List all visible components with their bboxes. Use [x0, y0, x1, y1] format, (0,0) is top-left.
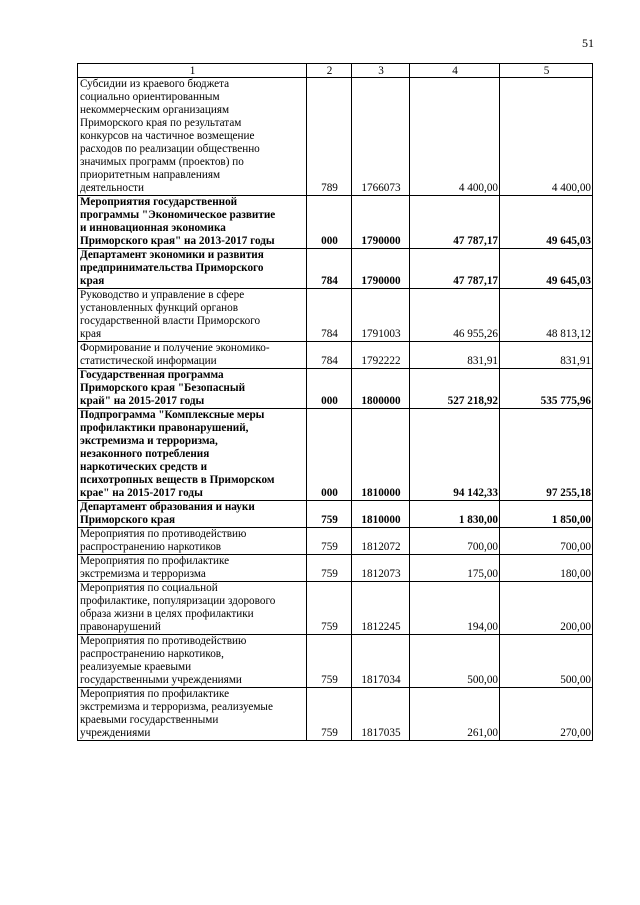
code-cell: 759	[307, 528, 352, 555]
table-row	[78, 78, 593, 196]
description-cell: Мероприятия по профилактике экстремизма и терроризма	[78, 555, 307, 582]
amount-2016-cell: 700,00	[410, 528, 500, 555]
amount-2016-cell: 46 955,26	[410, 289, 500, 342]
amount-2016-cell: 194,00	[410, 582, 500, 635]
description-cell: Департамент образования и науки Приморского края	[78, 501, 307, 528]
amount-2017-cell: 49 645,03	[500, 196, 593, 249]
target-code-cell: 1791003	[352, 289, 410, 342]
table-row	[78, 635, 593, 688]
amount-2017-cell: 700,00	[500, 528, 593, 555]
amount-2016-cell: 500,00	[410, 635, 500, 688]
budget-table	[77, 63, 593, 741]
table-row	[78, 528, 593, 555]
description-cell: Мероприятия государственной программы "Экономическое развитие и инновационная экономика Приморского края" на 2013-2017 годы	[78, 196, 307, 249]
target-code-cell: 1817035	[352, 688, 410, 741]
amount-2017-cell: 270,00	[500, 688, 593, 741]
table-row	[78, 196, 593, 249]
amount-2017-cell: 1 850,00	[500, 501, 593, 528]
amount-2017-cell: 48 813,12	[500, 289, 593, 342]
target-code-cell: 1812073	[352, 555, 410, 582]
code-cell: 000	[307, 369, 352, 409]
amount-2016-cell: 47 787,17	[410, 196, 500, 249]
header-col-4: 4	[410, 64, 500, 78]
amount-2016-cell: 94 142,33	[410, 409, 500, 501]
code-cell: 759	[307, 501, 352, 528]
target-code-cell: 1792222	[352, 342, 410, 369]
table-row	[78, 555, 593, 582]
amount-2016-cell: 831,91	[410, 342, 500, 369]
code-cell: 759	[307, 582, 352, 635]
amount-2016-cell: 261,00	[410, 688, 500, 741]
header-col-2: 2	[307, 64, 352, 78]
page-number: 51	[582, 36, 594, 50]
description-cell: Мероприятия по профилактике экстремизма и терроризма, реализуемые краевыми государственными учреждениями	[78, 688, 307, 741]
amount-2017-cell: 49 645,03	[500, 249, 593, 289]
code-cell: 784	[307, 249, 352, 289]
amount-2017-cell: 831,91	[500, 342, 593, 369]
amount-2017-cell: 535 775,96	[500, 369, 593, 409]
target-code-cell: 1812072	[352, 528, 410, 555]
amount-2016-cell: 4 400,00	[410, 78, 500, 196]
code-cell: 784	[307, 342, 352, 369]
table-row	[78, 342, 593, 369]
code-cell: 000	[307, 409, 352, 501]
amount-2017-cell: 200,00	[500, 582, 593, 635]
description-cell: Мероприятия по противодействию распространению наркотиков, реализуемые краевыми государственными учреждениями	[78, 635, 307, 688]
amount-2016-cell: 527 218,92	[410, 369, 500, 409]
target-code-cell: 1810000	[352, 501, 410, 528]
header-col-5: 5	[500, 64, 593, 78]
code-cell: 759	[307, 635, 352, 688]
table-row	[78, 289, 593, 342]
amount-2016-cell: 47 787,17	[410, 249, 500, 289]
header-col-1: 1	[78, 64, 307, 78]
amount-2016-cell: 1 830,00	[410, 501, 500, 528]
description-cell: Департамент экономики и развития предпринимательства Приморского края	[78, 249, 307, 289]
description-cell: Государственная программа Приморского края "Безопасный край" на 2015-2017 годы	[78, 369, 307, 409]
table-row	[78, 501, 593, 528]
description-cell: Руководство и управление в сфере установленных функций органов государственной власти Приморского края	[78, 289, 307, 342]
table-row	[78, 688, 593, 741]
description-cell: Мероприятия по противодействию распространению наркотиков	[78, 528, 307, 555]
amount-2016-cell: 175,00	[410, 555, 500, 582]
table-row	[78, 409, 593, 501]
target-code-cell: 1810000	[352, 409, 410, 501]
code-cell: 759	[307, 688, 352, 741]
amount-2017-cell: 4 400,00	[500, 78, 593, 196]
table-row	[78, 249, 593, 289]
code-cell: 000	[307, 196, 352, 249]
description-cell: Мероприятия по социальной профилактике, популяризации здорового образа жизни в целях профилактики правонарушений	[78, 582, 307, 635]
target-code-cell: 1800000	[352, 369, 410, 409]
target-code-cell: 1817034	[352, 635, 410, 688]
table-header-row	[78, 64, 593, 78]
description-cell: Субсидии из краевого бюджета социально ориентированным некоммерческим организациям Приморского края по результатам конкурсов на частичное возмещение расходов по реализации общественно значимых программ (проектов) по приоритетным направлениям деятельности	[78, 78, 307, 196]
code-cell: 759	[307, 555, 352, 582]
table-row	[78, 582, 593, 635]
description-cell: Подпрограмма "Комплексные меры профилактики правонарушений, экстремизма и терроризма, незаконного потребления наркотических средств и психотропных веществ в Приморском крае" на 2015-2017 годы	[78, 409, 307, 501]
description-cell: Формирование и получение экономико- статистической информации	[78, 342, 307, 369]
table-body	[78, 78, 593, 741]
code-cell: 789	[307, 78, 352, 196]
amount-2017-cell: 500,00	[500, 635, 593, 688]
header-col-3: 3	[352, 64, 410, 78]
amount-2017-cell: 97 255,18	[500, 409, 593, 501]
target-code-cell: 1812245	[352, 582, 410, 635]
target-code-cell: 1790000	[352, 196, 410, 249]
target-code-cell: 1766073	[352, 78, 410, 196]
amount-2017-cell: 180,00	[500, 555, 593, 582]
code-cell: 784	[307, 289, 352, 342]
table-row	[78, 369, 593, 409]
target-code-cell: 1790000	[352, 249, 410, 289]
